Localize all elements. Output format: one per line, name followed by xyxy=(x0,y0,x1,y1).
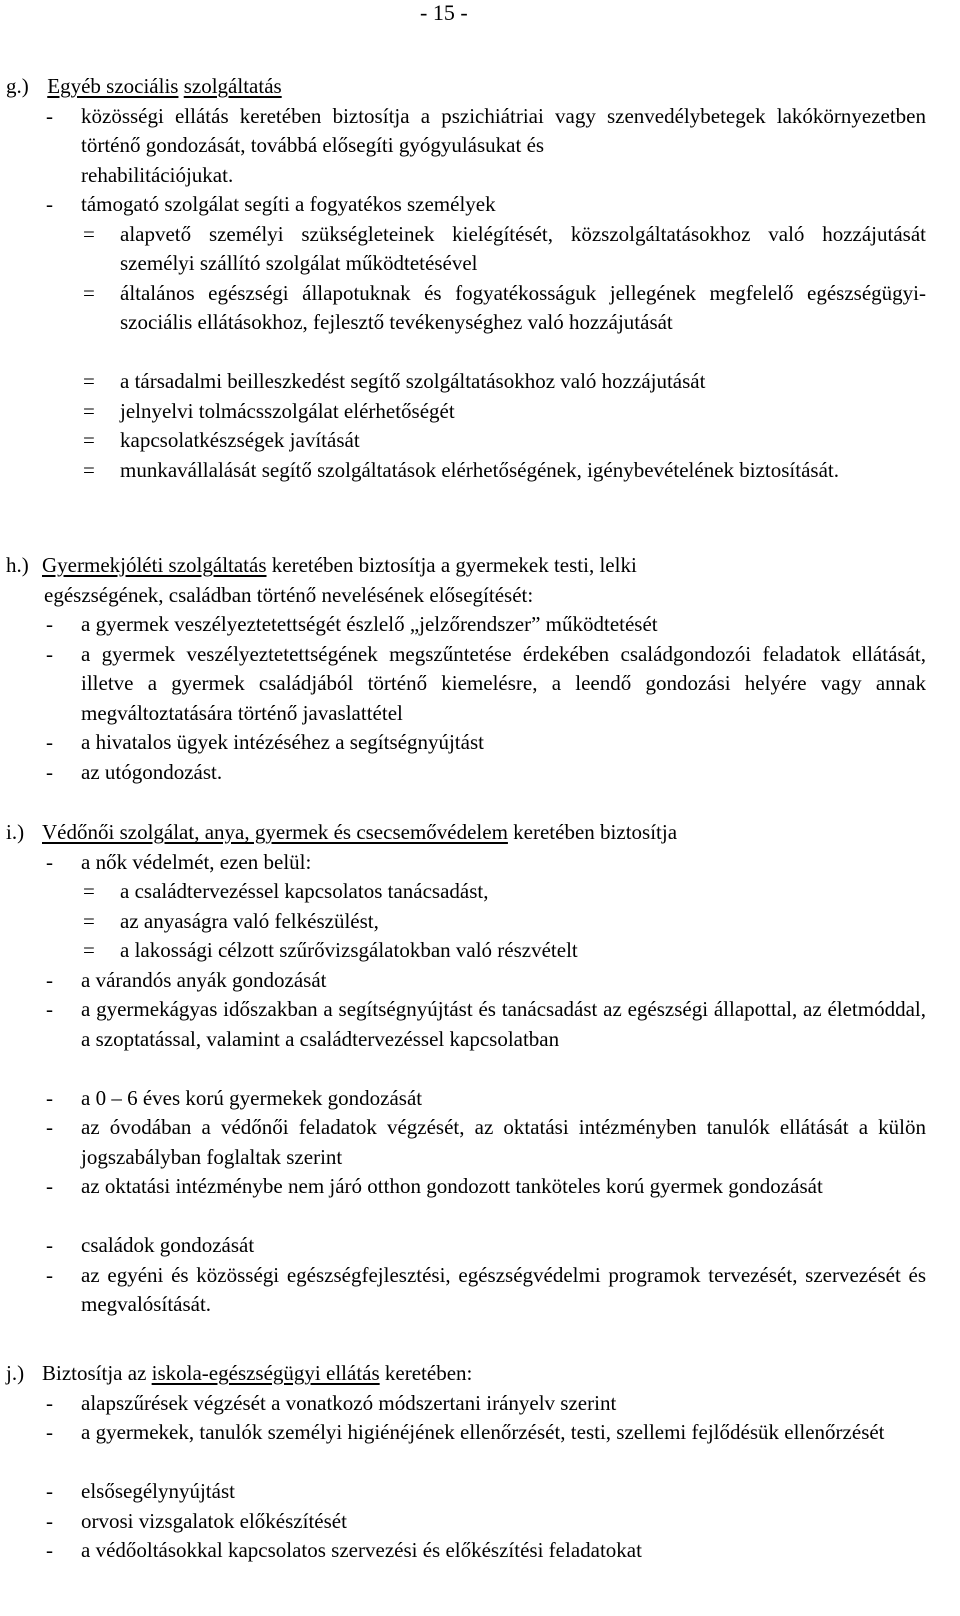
item-text: jelnyelvi tolmácsszolgálat elérhetőségét xyxy=(120,398,455,423)
dash-bullet: - xyxy=(46,967,53,992)
dash-bullet: - xyxy=(46,1538,53,1562)
item-text: az utógondozást. xyxy=(81,759,223,784)
item-text: családok gondozását xyxy=(81,1233,255,1257)
section-g-heading xyxy=(6,72,926,102)
item-text: a gyermek veszélyeztetettségének megszűntetése érdekében családgondozói feladatok ellátását, illetve a gyermek családjából történő kiemelésre, a leendő gondozási helyére vagy annak megváltoztatására történő javaslattétel xyxy=(81,641,926,725)
equals-bullet: = xyxy=(83,938,95,962)
section-i-heading xyxy=(6,818,926,848)
section-title: Gyermekjóléti szolgáltatás xyxy=(42,553,267,577)
dash-bullet: - xyxy=(46,1085,53,1110)
item-text: a társadalmi beilleszkedést segítő szolgáltatásokhoz való hozzájutását xyxy=(120,369,706,393)
item-text: a védőoltásokkal kapcsolatos szervezési és előkészítési feladatokat xyxy=(81,1538,642,1562)
equals-bullet: = xyxy=(83,457,95,482)
dash-bullet: - xyxy=(46,1390,53,1415)
section-label: i.) xyxy=(6,820,25,844)
item-text: közösségi ellátás keretében biztosítja a pszichiátriai vagy szenvedélybetegek lakókörnyezetben történő gondozását, továbbá elősegíti gyógyulásukat és xyxy=(81,103,926,157)
item-text: a nők védelmét, ezen belül: xyxy=(81,849,312,874)
item-text: a gyermek veszélyeztetettségét észlelő „jelzőrendszer” működtetését xyxy=(81,612,658,636)
equals-bullet: = xyxy=(83,221,95,246)
dash-bullet: - xyxy=(46,192,53,216)
section-intro: Biztosítja az xyxy=(42,1361,147,1385)
section-title: iskola-egészségügyi ellátás xyxy=(151,1361,380,1385)
equals-bullet: = xyxy=(83,280,95,305)
item-text: alapszűrések végzését a vonatkozó módszertani irányelv szerint xyxy=(81,1390,617,1415)
dash-bullet: - xyxy=(46,1508,53,1533)
dash-bullet: - xyxy=(46,1115,53,1139)
section-title: szolgáltatás xyxy=(183,74,282,98)
section-intro-continuation: egészségének, családban történő nevelésének elősegítését: xyxy=(44,582,534,607)
item-text: elsősegélynyújtást xyxy=(81,1479,235,1503)
equals-bullet: = xyxy=(83,398,95,423)
page-number: - 15 - xyxy=(420,0,468,25)
section-intro: keretében biztosítja xyxy=(513,820,678,844)
equals-bullet: = xyxy=(83,369,95,393)
dash-bullet: - xyxy=(46,849,53,874)
item-text: általános egészségi állapotuknak és fogyatékosságuk jellegének megfelelő egészségügyi-szociális ellátásokhoz, fejlesztő tevékenységhez való hozzájutását xyxy=(120,280,926,334)
item-text: a gyermekek, tanulók személyi higiénéjének ellenőrzését, testi, szellemi fejlődésük ellenőrzését xyxy=(81,1420,885,1444)
item-text: támogató szolgálat segíti a fogyatékos személyek xyxy=(81,192,496,216)
equals-bullet: = xyxy=(83,428,95,452)
item-text: a 0 – 6 éves korú gyermekek gondozását xyxy=(81,1085,423,1110)
section-title: Egyéb szociális xyxy=(47,74,179,98)
item-text: a családtervezéssel kapcsolatos tanácsadást, xyxy=(120,879,489,903)
item-text: az egyéni és közösségi egészségfejlesztési, egészségvédelmi programok tervezését, szervezését és megvalósítását. xyxy=(81,1262,926,1316)
section-label: g.) xyxy=(6,74,29,98)
section-intro: keretében: xyxy=(384,1361,473,1385)
section-label: h.) xyxy=(6,553,29,577)
dash-bullet: - xyxy=(46,103,53,128)
equals-bullet: = xyxy=(83,879,95,903)
item-text: rehabilitációjukat. xyxy=(81,162,234,187)
section-h-heading xyxy=(6,551,926,581)
item-text: a várandós anyák gondozását xyxy=(81,967,327,992)
dash-bullet: - xyxy=(46,1174,53,1198)
item-text: a lakossági célzott szűrővizsgálatokban való részvételt xyxy=(120,938,578,962)
dash-bullet: - xyxy=(46,641,53,666)
dash-bullet: - xyxy=(46,1233,53,1257)
dash-bullet: - xyxy=(46,759,53,784)
item-text: orvosi vizsgalatok előkészítését xyxy=(81,1508,347,1533)
item-text: az oktatási intézménybe nem járó otthon gondozott tanköteles korú gyermek gondozását xyxy=(81,1174,823,1198)
item-text: a hivatalos ügyek intézéséhez a segítségnyújtást xyxy=(81,730,484,754)
item-text: munkavállalását segítő szolgáltatások elérhetőségének, igénybevételének biztosítását. xyxy=(120,457,839,482)
dash-bullet: - xyxy=(46,1420,53,1444)
dash-bullet: - xyxy=(46,1262,53,1287)
item-text: az óvodában a védőnői feladatok végzését, az oktatási intézményben tanulók ellátását a külön jogszabályban foglaltak szerint xyxy=(81,1115,926,1169)
section-j-heading xyxy=(6,1359,926,1389)
item-text: az anyaságra való felkészülést, xyxy=(120,908,379,933)
dash-bullet: - xyxy=(46,1479,53,1503)
dash-bullet: - xyxy=(46,730,53,754)
item-text: a gyermekágyas időszakban a segítségnyújtást és tanácsadást az egészségi állapottal, az életmóddal, a szoptatással, valamint a családtervezéssel kapcsolatban xyxy=(81,997,926,1051)
section-title: Védőnői szolgálat, anya, gyermek és csecsemővédelem xyxy=(42,820,508,844)
dash-bullet: - xyxy=(46,612,53,636)
section-intro: keretében biztosítja a gyermekek testi, lelki xyxy=(271,553,637,577)
dash-bullet: - xyxy=(46,997,53,1021)
section-label: j.) xyxy=(6,1361,25,1385)
equals-bullet: = xyxy=(83,908,95,933)
item-text: alapvető személyi szükségleteinek kielégítését, közszolgáltatásokhoz való hozzájutását személyi szállító szolgálat működtetésével xyxy=(120,221,926,275)
item-text: kapcsolatkészségek javítását xyxy=(120,428,360,452)
